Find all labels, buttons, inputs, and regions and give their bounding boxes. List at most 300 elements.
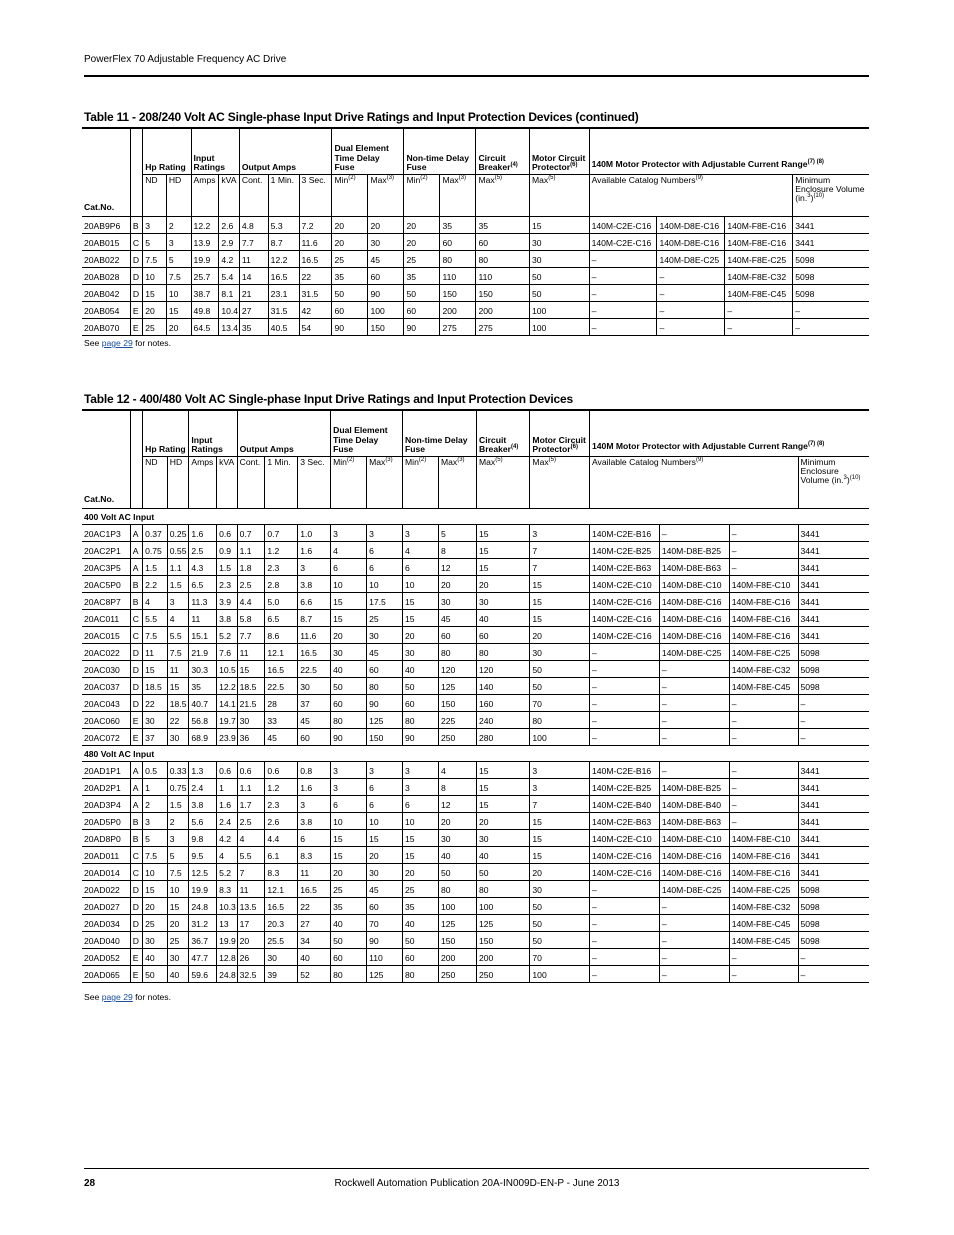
kva: kVA <box>221 174 237 185</box>
table-cell: 6 <box>403 795 439 812</box>
table-cell: 90 <box>367 694 403 711</box>
dual-min: Min <box>334 174 349 185</box>
table-cell: 16.5 <box>265 897 298 914</box>
table-cell: 140M-F8E-C32 <box>729 660 798 677</box>
table-cell: 15 <box>530 829 590 846</box>
table-cell: 60 <box>367 897 403 914</box>
kva-header <box>217 456 238 508</box>
table-cell: 33 <box>265 711 298 728</box>
table-cell: 80 <box>530 711 590 728</box>
table-cell: 125 <box>438 677 476 694</box>
table-cell: – <box>589 965 659 982</box>
table-cell: 3 <box>298 795 331 812</box>
table-cell: 110 <box>367 948 403 965</box>
table-cell: 6.6 <box>298 592 331 609</box>
table-cell: 35 <box>440 216 476 233</box>
table-cell: 140M-F8E-C25 <box>725 250 793 267</box>
table-cell: 50 <box>530 931 590 948</box>
table-cell: 80 <box>476 880 529 897</box>
table-cell: D <box>130 267 142 284</box>
table-cell: – <box>589 660 659 677</box>
table-cell: 4.4 <box>265 829 298 846</box>
table-cell: 90 <box>331 728 367 745</box>
table-cell: 12 <box>438 558 476 575</box>
table-cell: 20 <box>530 626 590 643</box>
table-cell: 45 <box>265 728 298 745</box>
table-cell: 2 <box>143 795 168 812</box>
table-cell: 7.5 <box>143 250 167 267</box>
input-ratings-header <box>189 410 237 456</box>
table-cell: 19.9 <box>191 250 219 267</box>
table-cell: 2.9 <box>219 233 240 250</box>
table-row <box>82 694 869 711</box>
table-cell: 5.2 <box>217 626 238 643</box>
table-cell: 14.1 <box>217 694 238 711</box>
table-cell: 12.5 <box>189 863 217 880</box>
table-cell: – <box>793 318 869 335</box>
footnote-ref: (9) <box>695 456 704 463</box>
table-cell: 140M-C2E-C10 <box>589 829 659 846</box>
table-cell: C <box>130 626 142 643</box>
table-cell: 1.1 <box>167 558 189 575</box>
table-cell: B <box>130 216 142 233</box>
table-cell: – <box>659 948 729 965</box>
footnote-ref: (7) (8) <box>807 441 825 448</box>
table-cell: 140M-D8E-B63 <box>659 558 729 575</box>
table-cell: 5098 <box>798 643 869 660</box>
table-cell: 3441 <box>798 626 869 643</box>
hd: HD <box>168 174 182 185</box>
table-cell: 275 <box>476 318 529 335</box>
footnote-ref: (9) <box>695 174 703 181</box>
table-cell: – <box>589 677 659 694</box>
dual-max-header <box>367 456 403 508</box>
table-cell: 40 <box>476 846 529 863</box>
footnote-ref: 3 <box>807 193 811 200</box>
table-cell: 140M-C2E-C16 <box>589 863 659 880</box>
table-cell: 80 <box>331 711 367 728</box>
table-row <box>82 812 869 829</box>
footnote-ref: (3) <box>385 456 393 463</box>
hp-rating-label: Hp Rating <box>145 444 186 455</box>
cat-no-cell: 20AB028 <box>82 267 130 284</box>
table-cell: 27 <box>298 914 331 931</box>
table-cell: A <box>130 761 142 778</box>
table-cell: 4.3 <box>189 558 217 575</box>
breaker-max-header <box>476 174 529 216</box>
cont-header <box>239 174 268 216</box>
nontime-min: Min <box>406 174 421 185</box>
table-cell: 2.4 <box>217 812 238 829</box>
table-row <box>82 677 869 694</box>
cat-no-cell: 20AC2P1 <box>82 541 130 558</box>
breaker-max: Max <box>478 174 495 185</box>
table-cell: 3441 <box>793 216 869 233</box>
table-cell: 7.7 <box>237 626 265 643</box>
table-cell: 150 <box>476 931 529 948</box>
footnote-ref: 3 <box>843 475 847 482</box>
table-cell: 20.3 <box>265 914 298 931</box>
table-cell: 35 <box>332 267 368 284</box>
table-cell: 15 <box>530 575 590 592</box>
table-cell: 30.3 <box>189 660 217 677</box>
table-cell: 140M-D8E-C25 <box>657 250 725 267</box>
table-cell: 19.9 <box>217 931 238 948</box>
table-12 <box>82 409 869 983</box>
min-enclosure-close: ) <box>846 475 850 486</box>
table-cell: 8.3 <box>217 880 238 897</box>
table-cell: 4 <box>438 761 476 778</box>
table-cell: 28 <box>265 694 298 711</box>
table-row <box>82 609 869 626</box>
table-cell: – <box>589 301 657 318</box>
dual-element-label: Dual Element Time Delay Fuse <box>334 143 389 173</box>
mcp-max-header <box>529 174 589 216</box>
table-cell: 42 <box>299 301 332 318</box>
table-cell: 6.5 <box>189 575 217 592</box>
table-cell: 10.3 <box>217 897 238 914</box>
table-cell: 20 <box>167 914 189 931</box>
table-cell: 10 <box>331 812 367 829</box>
table-cell: 3 <box>403 761 439 778</box>
table-cell: 11 <box>143 643 168 660</box>
table-cell: 3 <box>403 524 439 541</box>
table-cell: 3.9 <box>217 592 238 609</box>
table-cell: 0.9 <box>217 541 238 558</box>
nontime-min: Min <box>405 456 419 467</box>
table-cell: 8.3 <box>298 846 331 863</box>
table-cell: 5.8 <box>237 609 265 626</box>
note-prefix: See <box>84 338 102 348</box>
dual-min-header <box>331 456 367 508</box>
table-cell: 1.0 <box>298 524 331 541</box>
table-row <box>82 728 869 745</box>
min-enclosure-header <box>793 174 869 216</box>
table-cell: 1.6 <box>298 778 331 795</box>
table-cell: 4 <box>331 541 367 558</box>
table-cell: C <box>130 846 142 863</box>
nd-header <box>143 456 168 508</box>
table-cell: D <box>130 677 142 694</box>
table-cell: D <box>130 931 142 948</box>
table-cell: 3441 <box>798 846 869 863</box>
table-row <box>82 284 869 301</box>
table-cell: 1.8 <box>237 558 265 575</box>
table-cell: 4 <box>167 609 189 626</box>
table-cell: 4 <box>237 829 265 846</box>
table-row <box>82 267 869 284</box>
table-cell: 35 <box>476 216 529 233</box>
table-cell: 90 <box>332 318 368 335</box>
table-cell: C <box>130 609 142 626</box>
table-cell: 13 <box>217 914 238 931</box>
table-row <box>82 250 869 267</box>
nontime-max: Max <box>440 456 458 467</box>
table-cell: 140M-D8E-C16 <box>659 592 729 609</box>
table-cell: 80 <box>438 880 476 897</box>
table-cell: 20 <box>403 863 439 880</box>
table-cell: 140M-C2E-B25 <box>589 778 659 795</box>
table-cell: E <box>130 728 142 745</box>
table-row <box>82 914 869 931</box>
table-cell: 11 <box>239 250 268 267</box>
cont: Cont. <box>239 456 261 467</box>
table-cell: 100 <box>529 318 589 335</box>
frame-header <box>130 410 142 508</box>
non-time-delay-fuse-header <box>404 128 476 174</box>
cat-no-cell: 20AB022 <box>82 250 130 267</box>
table-cell: 3441 <box>798 609 869 626</box>
footnote-ref: (5) <box>494 174 503 181</box>
table-cell: – <box>659 728 729 745</box>
table-cell: 3 <box>331 778 367 795</box>
table-cell: 125 <box>367 965 403 982</box>
footnote-ref: (5) <box>548 174 556 181</box>
table-cell: 8.6 <box>265 626 298 643</box>
table-cell: 0.37 <box>143 524 168 541</box>
table-cell: 8.7 <box>298 609 331 626</box>
table-cell: 60 <box>403 694 439 711</box>
table-cell: 30 <box>367 863 403 880</box>
header-row-sub <box>82 174 869 216</box>
table-cell: 50 <box>476 863 529 880</box>
table-cell: 16.5 <box>298 643 331 660</box>
hd: HD <box>169 456 183 467</box>
cat-no-cell: 20AD1P1 <box>82 761 130 778</box>
min-enclosure-label: Minimum Enclosure Volume (in. <box>800 456 844 486</box>
table-cell: 3 <box>331 524 367 541</box>
table-cell: 60 <box>298 728 331 745</box>
table-row <box>82 660 869 677</box>
table-cell: 15 <box>476 761 529 778</box>
page-29-link[interactable]: page 29 <box>101 992 133 1002</box>
table-cell: 25 <box>367 609 403 626</box>
hd-header <box>166 174 191 216</box>
table-cell: 16.5 <box>265 660 298 677</box>
cat-no-cell: 20AD022 <box>82 880 130 897</box>
table-cell: 4.4 <box>237 592 265 609</box>
table-cell: 30 <box>167 728 189 745</box>
table-cell: 140M-D8E-C16 <box>659 626 729 643</box>
table-cell: 4.2 <box>217 829 238 846</box>
cat-no-cell: 20AC8P7 <box>82 592 130 609</box>
table-cell: 5098 <box>798 897 869 914</box>
circuit-breaker-label: Circuit Breaker <box>478 152 511 173</box>
mcp-max: Max <box>531 174 549 185</box>
table-cell: 25 <box>167 931 189 948</box>
table-cell: 1.6 <box>189 524 217 541</box>
table-cell: 140M-F8E-C10 <box>729 575 798 592</box>
breaker-max: Max <box>478 456 496 467</box>
footnote-ref: (3) <box>458 174 467 181</box>
table-cell: – <box>659 931 729 948</box>
non-time-delay-fuse-header <box>403 410 477 456</box>
table-cell: 12.2 <box>191 216 219 233</box>
table-cell: 70 <box>530 694 590 711</box>
table-cell: – <box>659 914 729 931</box>
cont: Cont. <box>241 174 263 185</box>
table-cell: 3.8 <box>298 812 331 829</box>
table-cell: 5.6 <box>189 812 217 829</box>
dual-min-header <box>332 174 368 216</box>
cont-header <box>237 456 265 508</box>
table-cell: 90 <box>367 931 403 948</box>
nd-header <box>143 174 167 216</box>
table-cell: 280 <box>476 728 529 745</box>
motor-protector-140m-label: 140M Motor Protector with Adjustable Current Range <box>591 159 808 170</box>
dual-max: Max <box>370 174 387 185</box>
table-cell: 140M-F8E-C16 <box>729 863 798 880</box>
table-cell: 3441 <box>793 233 869 250</box>
table-cell: – <box>657 267 725 284</box>
table-cell: 6 <box>331 558 367 575</box>
dual-min: Min <box>333 456 347 467</box>
table-cell: A <box>130 524 142 541</box>
table-cell: 50 <box>331 677 367 694</box>
table-cell: 2 <box>167 812 189 829</box>
table-cell: 90 <box>403 728 439 745</box>
table-cell: 12.2 <box>217 677 238 694</box>
table-cell: 15 <box>331 829 367 846</box>
table-cell: 11 <box>237 880 265 897</box>
table-cell: 60 <box>404 301 440 318</box>
table-cell: 150 <box>438 694 476 711</box>
table-cell: 37 <box>143 728 168 745</box>
table-cell: 140M-C2E-B63 <box>589 558 659 575</box>
table-cell: 140M-F8E-C16 <box>729 592 798 609</box>
table-row <box>82 931 869 948</box>
table-11 <box>82 127 869 336</box>
table-cell: 22 <box>143 694 168 711</box>
table-cell: 60 <box>403 948 439 965</box>
table-cell: 5 <box>438 524 476 541</box>
note-prefix: See <box>84 992 102 1002</box>
table-cell: 35 <box>403 897 439 914</box>
footnote-ref: (3) <box>457 456 465 463</box>
table-cell: 40 <box>403 660 439 677</box>
table-cell: 3 <box>167 829 189 846</box>
table-cell: 20 <box>438 575 476 592</box>
table-row <box>82 711 869 728</box>
cat-no-cell: 20AB9P6 <box>82 216 130 233</box>
table-cell: 80 <box>440 250 476 267</box>
table-cell: 3 <box>143 216 167 233</box>
table-cell: 140M-D8E-C16 <box>659 846 729 863</box>
table-cell: 140M-F8E-C16 <box>729 626 798 643</box>
table-cell: 10 <box>143 267 167 284</box>
table-cell: 4.8 <box>239 216 268 233</box>
table-cell: – <box>793 301 869 318</box>
cat-no-cell: 20AD027 <box>82 897 130 914</box>
cat-no-header <box>82 410 130 508</box>
table-cell: 20 <box>331 863 367 880</box>
table-cell: B <box>130 812 142 829</box>
mcp-max: Max <box>532 456 549 467</box>
table-cell: 5.5 <box>167 626 189 643</box>
table-cell: 40 <box>331 660 367 677</box>
table-cell: 3441 <box>798 524 869 541</box>
table-cell: 60 <box>331 694 367 711</box>
table-cell: 15 <box>476 541 529 558</box>
table-cell: – <box>589 914 659 931</box>
nontime-min-header <box>404 174 440 216</box>
cat-no-cell: 20AC3P5 <box>82 558 130 575</box>
table-cell: 3441 <box>798 558 869 575</box>
footnote-ref: (6) <box>570 444 578 451</box>
one-min: 1 Min. <box>267 456 291 467</box>
table-cell: 2.6 <box>219 216 240 233</box>
table-cell: 8.1 <box>219 284 240 301</box>
table-cell: 20 <box>404 233 440 250</box>
table-cell: 1 <box>217 778 238 795</box>
table-cell: 3 <box>166 233 191 250</box>
table-cell: 22.5 <box>298 660 331 677</box>
table-cell: – <box>729 728 798 745</box>
table-cell: 20 <box>367 846 403 863</box>
table-cell: 2.4 <box>189 778 217 795</box>
table-cell: 6 <box>367 778 403 795</box>
table-cell: 2.3 <box>217 575 238 592</box>
table-cell: 160 <box>476 694 529 711</box>
table-cell: 120 <box>476 660 529 677</box>
page-29-link[interactable]: page 29 <box>101 338 133 348</box>
table-cell: 3441 <box>798 575 869 592</box>
table-cell: 3 <box>403 778 439 795</box>
available-catalog: Available Catalog Numbers <box>591 456 696 467</box>
table-cell: 275 <box>440 318 476 335</box>
table-cell: 110 <box>440 267 476 284</box>
table-cell: D <box>130 694 142 711</box>
motor-protector-140m-header <box>589 410 869 456</box>
header-rule <box>84 75 869 77</box>
table-cell: 140M-F8E-C32 <box>725 267 793 284</box>
table-cell: 14 <box>239 267 268 284</box>
table-cell: 16.5 <box>298 880 331 897</box>
table-cell: 20 <box>476 575 529 592</box>
table-cell: 3 <box>167 592 189 609</box>
table-cell: 140M-D8E-C25 <box>659 880 729 897</box>
table-cell: 125 <box>438 914 476 931</box>
nontime-max-header <box>440 174 476 216</box>
table-row <box>82 863 869 880</box>
circuit-breaker-header <box>476 410 529 456</box>
input-ratings-label: Input Ratings <box>193 152 226 173</box>
table-cell: – <box>798 948 869 965</box>
table-cell: 2.5 <box>237 575 265 592</box>
table-cell: 30 <box>298 677 331 694</box>
table-cell: 50 <box>530 914 590 931</box>
nontime-max: Max <box>442 174 459 185</box>
table-cell: 50 <box>143 965 168 982</box>
table-cell: – <box>725 318 793 335</box>
table-cell: 40 <box>298 948 331 965</box>
table-cell: 47.7 <box>189 948 217 965</box>
table-cell: 26 <box>237 948 265 965</box>
cat-no-label: Cat.No. <box>84 202 115 213</box>
output-amps-header <box>237 410 330 456</box>
section-row <box>82 745 869 761</box>
table-cell: 13.4 <box>219 318 240 335</box>
table-cell: 3.8 <box>298 575 331 592</box>
header-row-groups <box>82 128 869 174</box>
table-cell: 90 <box>404 318 440 335</box>
table-cell: 22 <box>298 897 331 914</box>
table-cell: 4 <box>143 592 168 609</box>
cat-no-cell: 20AB042 <box>82 284 130 301</box>
table-cell: 125 <box>367 711 403 728</box>
table-cell: 5 <box>143 233 167 250</box>
table-row <box>82 795 869 812</box>
